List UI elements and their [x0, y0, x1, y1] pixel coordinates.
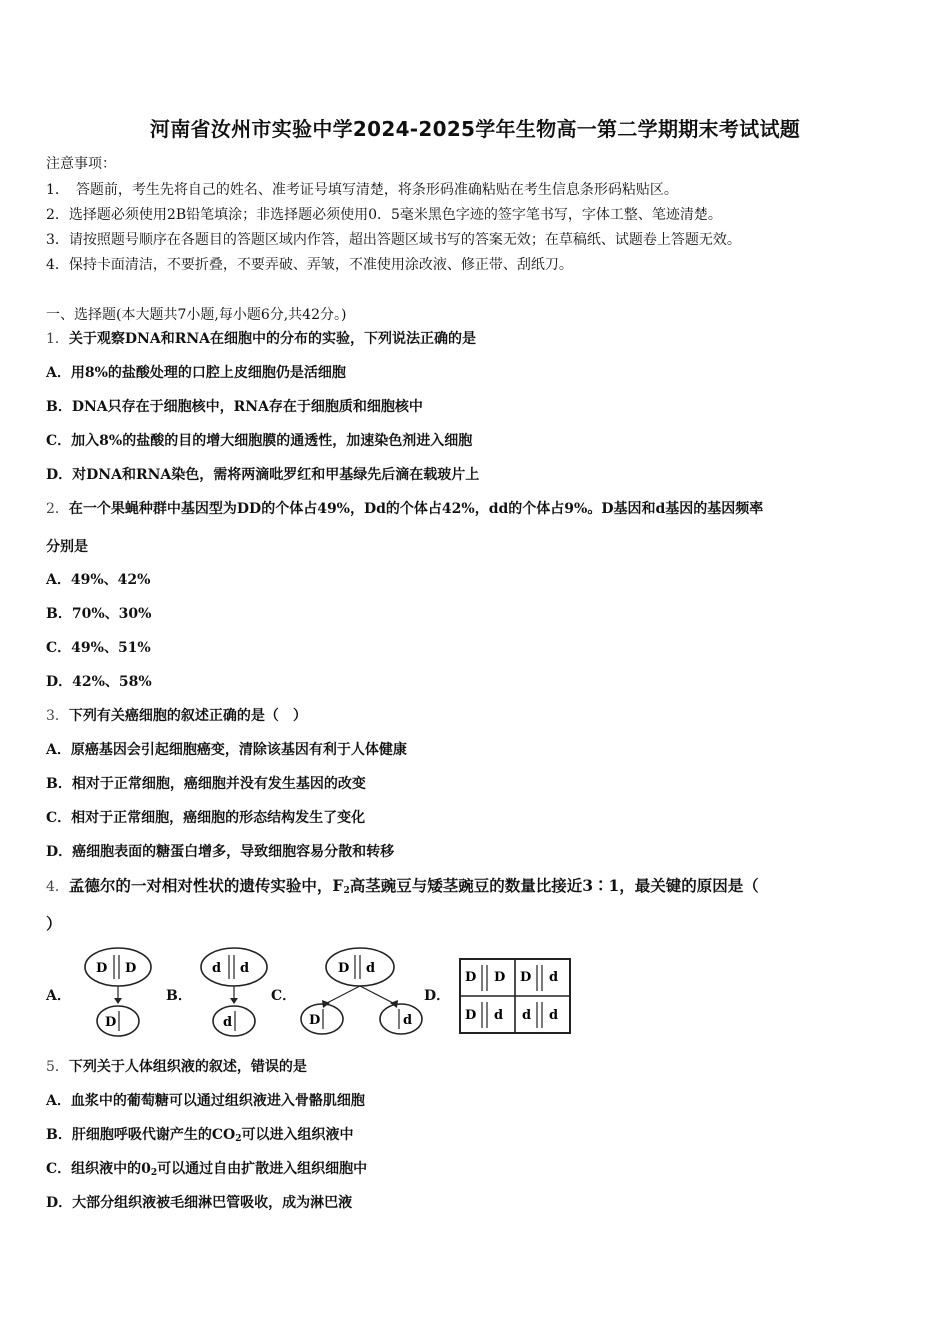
question-stem: 孟德尔的一对相对性状的遗传实验中，F	[68, 876, 344, 895]
notice-item: 3．请按照题号顺序在各题目的答题区域内作答，超出答题区域书写的答案无效；在草稿纸、试题卷上答题无效。	[46, 232, 741, 248]
diagram-b-dd-to-d	[194, 945, 272, 1040]
option-text: 可以通过自由扩散进入组织细胞中	[157, 1161, 368, 1177]
section-heading: 一、选择题(本大题共7小题,每小题6分,共42分。)	[46, 307, 347, 323]
option-label: B．	[46, 1127, 72, 1143]
allele-label: d	[403, 1013, 413, 1028]
option-text: 42%、58%	[72, 674, 152, 690]
subscript: 2	[343, 886, 350, 896]
option-text: 组织液中的0	[71, 1161, 151, 1177]
option-label: C．	[46, 433, 72, 449]
option-2a	[46, 569, 150, 589]
question-1	[46, 328, 476, 348]
option-text: 大部分组织液被毛细淋巴管吸收，成为淋巴液	[72, 1195, 353, 1211]
option-label: D．	[46, 467, 73, 483]
option-text: 对DNA和RNA染色，需将两滴吡罗红和甲基绿先后滴在载玻片上	[72, 467, 480, 483]
option-1d	[46, 464, 479, 484]
question-stem-continued: 分别是	[46, 539, 88, 555]
subscript: 2	[235, 1134, 242, 1144]
option-2b	[46, 603, 151, 623]
option-text: 用8%的盐酸处理的口腔上皮细胞仍是活细胞	[70, 365, 346, 381]
option-2d	[46, 671, 152, 691]
option-text: 70%、30%	[71, 606, 152, 622]
allele-label: d	[494, 1008, 504, 1023]
arrow	[325, 986, 360, 1004]
question-2	[46, 498, 763, 518]
gamete-circle	[97, 1006, 139, 1036]
option-label: C．	[46, 810, 72, 826]
option-text: DNA只存在于细胞核中，RNA存在于细胞质和细胞核中	[71, 399, 423, 415]
option-label: A．	[46, 1093, 71, 1109]
option-text: 49%、51%	[71, 640, 151, 656]
question-stem-continued: ）	[46, 914, 62, 933]
option-label: C．	[271, 988, 297, 1004]
option-text: 肝细胞呼吸代谢产生的CO	[71, 1127, 236, 1143]
question-5	[46, 1056, 307, 1076]
allele-label: d	[549, 1008, 559, 1023]
diagram-c-Dd-to-D-and-d	[298, 945, 428, 1040]
subscript: 2	[150, 1168, 158, 1178]
option-3d	[46, 841, 394, 861]
option-label: D．	[46, 674, 73, 690]
allele-label: d	[223, 1015, 233, 1030]
allele-label: D	[96, 961, 108, 976]
allele-label: D	[105, 1015, 117, 1030]
allele-label: D	[338, 961, 350, 976]
q4-diagram-options	[46, 945, 586, 1040]
option-label: D．	[424, 988, 451, 1004]
allele-label: D	[494, 970, 506, 985]
option-text: 相对于正常细胞，癌细胞并没有发生基因的改变	[71, 776, 366, 792]
question-number: 5．	[46, 1059, 69, 1075]
option-5b	[46, 1124, 353, 1144]
option-1c	[46, 430, 472, 450]
option-5c	[46, 1158, 367, 1178]
gamete-circle	[213, 1006, 255, 1036]
allele-label: d	[240, 961, 250, 976]
option-label: B．	[166, 988, 192, 1004]
option-label: B．	[46, 399, 72, 415]
option-2c	[46, 637, 151, 657]
option-3a	[46, 739, 407, 759]
option-label: D．	[46, 1195, 73, 1211]
question-number: 3．	[46, 708, 69, 724]
option-label: A．	[46, 365, 71, 381]
question-stem: 关于观察DNA和RNA在细胞中的分布的实验，下列说法正确的是	[68, 331, 477, 347]
option-5a	[46, 1090, 365, 1110]
option-label: D．	[46, 844, 73, 860]
option-text: 血浆中的葡萄糖可以通过组织液进入骨骼肌细胞	[70, 1093, 365, 1109]
allele-label: D	[465, 1008, 477, 1023]
arrow	[360, 986, 395, 1004]
allele-label: d	[366, 961, 376, 976]
option-text: 相对于正常细胞，癌细胞的形态结构发生了变化	[71, 810, 366, 826]
allele-label: d	[549, 970, 559, 985]
allele-label: D	[125, 961, 137, 976]
option-text: 可以进入组织液中	[241, 1127, 354, 1143]
question-stem: 高茎豌豆与矮茎豌豆的数量比接近3∶1，最关键的原因是（	[349, 876, 759, 895]
option-label: C．	[46, 1161, 72, 1177]
question-number: 2．	[46, 501, 69, 517]
option-label: A．	[46, 572, 71, 588]
option-1a	[46, 362, 346, 382]
arrow-head	[230, 998, 238, 1004]
option-label: A．	[46, 742, 71, 758]
notice-item: 4．保持卡面清洁，不要折叠，不要弄破、弄皱，不准使用涂改液、修正带、刮纸刀。	[46, 257, 573, 273]
cell-circle	[85, 948, 151, 986]
diagram-a-DD-to-D	[78, 945, 156, 1040]
option-label: A．	[46, 988, 71, 1004]
page-title: 河南省汝州市实验中学2024-2025学年生物高一第二学期期末考试试题	[149, 117, 801, 141]
option-label: B．	[46, 606, 72, 622]
gamete-circle	[380, 1004, 422, 1034]
allele-label: D	[465, 970, 477, 985]
question-stem: 下列关于人体组织液的叙述，错误的是	[68, 1059, 307, 1075]
question-4	[46, 874, 759, 896]
notice-heading: 注意事项：	[46, 156, 116, 172]
option-label: B．	[46, 776, 72, 792]
gamete-circle	[301, 1004, 343, 1034]
option-3c	[46, 807, 365, 827]
question-stem: 下列有关癌细胞的叙述正确的是（ ）	[68, 708, 307, 724]
arrow-head	[114, 998, 122, 1004]
option-1b	[46, 396, 423, 416]
option-3b	[46, 773, 366, 793]
question-number: 1．	[46, 331, 69, 347]
option-text: 加入8%的盐酸的目的增大细胞膜的通透性，加速染色剂进入细胞	[71, 433, 473, 449]
option-5d	[46, 1192, 352, 1212]
option-text: 49%、42%	[70, 572, 151, 588]
notice-item: 1． 答题前，考生先将自己的姓名、准考证号填写清楚，将条形码准确粘贴在考生信息条形码粘贴区。	[46, 182, 678, 198]
question-stem: 在一个果蝇种群中基因型为DD的个体占49%，Dd的个体占42%，dd的个体占9%。D基因和d基因的基因频率	[68, 501, 764, 517]
allele-label: D	[520, 970, 532, 985]
question-number: 4．	[46, 879, 69, 895]
notice-item: 2．选择题必须使用2B铅笔填涂；非选择题必须使用0．5毫米黑色字迹的签字笔书写，字体工整、笔迹清楚。	[46, 207, 722, 223]
diagram-d-punnett-square	[458, 957, 572, 1035]
allele-label: d	[212, 961, 222, 976]
allele-label: d	[522, 1008, 532, 1023]
option-label: C．	[46, 640, 72, 656]
option-text: 癌细胞表面的糖蛋白增多，导致细胞容易分散和转移	[72, 844, 395, 860]
question-3	[46, 705, 307, 725]
allele-label: D	[309, 1013, 321, 1028]
option-text: 原癌基因会引起细胞癌变，清除该基因有利于人体健康	[70, 742, 407, 758]
